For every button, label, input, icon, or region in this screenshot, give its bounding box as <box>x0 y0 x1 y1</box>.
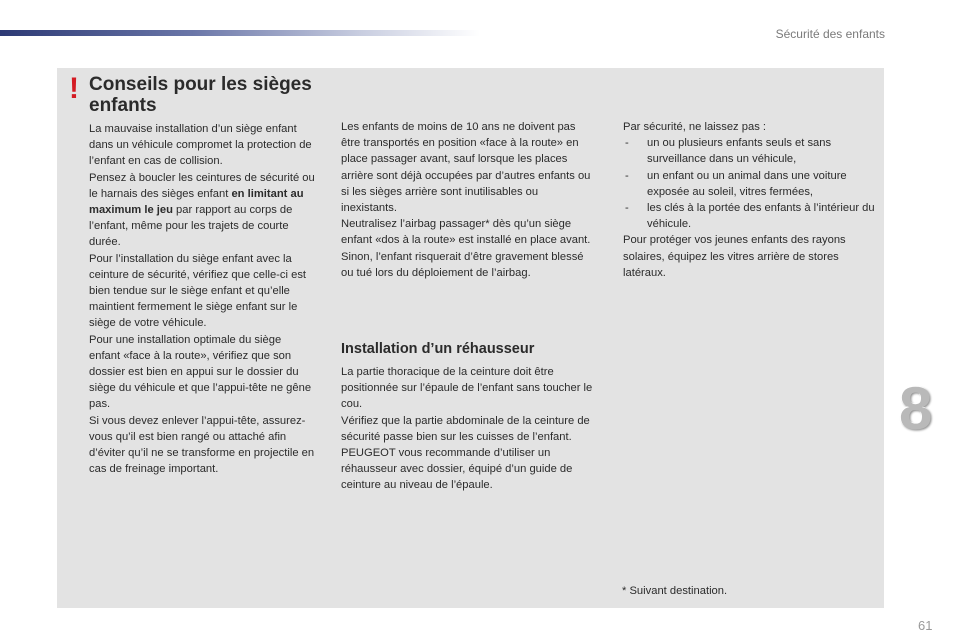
column-booster-seat <box>341 364 595 494</box>
page-title: Conseils pour les sièges enfants <box>89 74 312 116</box>
page-number: 61 <box>918 618 933 633</box>
list-item: - un ou plusieurs enfants seuls et sans surveillance dans un véhicule, <box>623 135 878 167</box>
paragraph: Sinon, l’enfant risquerait d’être gravement blessé ou tué lors du déploiement de l’airbag. <box>341 250 584 279</box>
list-item: - un enfant ou un animal dans une voiture exposée au soleil, vitres fermées, <box>623 168 878 200</box>
paragraph: Vérifiez que la partie abdominale de la ceinture de sécurité passe bien sur les cuisses de l’enfant. <box>341 414 590 443</box>
paragraph: Si vous devez enlever l’appui-tête, assurez-vous qu’il est bien rangé ou attaché afin d’éviter qu’il ne se transforme en projectile en cas de freinage important. <box>89 414 315 476</box>
column-child-seat-advice <box>89 121 315 477</box>
paragraph: Pour protéger vos jeunes enfants des rayons solaires, équipez les vitres arrière de stores latéraux. <box>623 234 846 279</box>
column-airbag-advice <box>341 119 595 281</box>
paragraph: PEUGEOT vous recommande d’utiliser un réhausseur avec dossier, équipé d’un guide de ceinture au niveau de l’épaule. <box>341 447 573 492</box>
paragraph: Pensez à boucler les ceintures de sécurité ou le harnais des sièges enfant en limitant au maximum le jeu par rapport au corps de l’enfant, même pour les trajets de courte durée. <box>89 171 315 249</box>
warning-icon: ! <box>69 72 79 105</box>
column-safety-reminders <box>623 119 878 281</box>
section-title: Sécurité des enfants <box>775 27 885 41</box>
paragraph: Pour l’installation du siège enfant avec la ceinture de sécurité, vérifiez que celle-ci est bien tendue sur le siège enfant et qu’elle maintient fermement le siège enfant sur le siège de votre véhicule. <box>89 252 307 330</box>
bullet-list <box>623 135 878 232</box>
chapter-number: 8 <box>899 375 933 442</box>
header-gradient-bar <box>0 30 480 36</box>
paragraph: Pour une installation optimale du siège enfant «face à la route», vérifiez que son dossier est bien en appui sur le dossier du siège du véhicule et que l’appui-tête ne gêne pas. <box>89 333 312 411</box>
list-item: - les clés à la portée des enfants à l’intérieur du véhicule. <box>623 200 878 232</box>
paragraph: Neutralisez l’airbag passager* dès qu’un siège enfant «dos à la route» est installé en place avant. <box>341 218 591 247</box>
paragraph: La partie thoracique de la ceinture doit être positionnée sur l’épaule de l’enfant sans toucher le cou. <box>341 366 593 411</box>
booster-seat-heading: Installation d’un réhausseur <box>341 341 535 357</box>
paragraph: Les enfants de moins de 10 ans ne doivent pas être transportés en position «face à la route» en place passager avant, sauf lorsque les places arrière sont déjà occupées par d’autres enfants ou si les sièges arrière sont inutilisables ou inexistants. <box>341 121 591 215</box>
emphasis-text: en limitant au maximum le jeu <box>89 187 304 217</box>
footnote: * Suivant destination. <box>622 585 728 597</box>
paragraph: Par sécurité, ne laissez pas : <box>623 121 767 133</box>
paragraph: La mauvaise installation d’un siège enfant dans un véhicule compromet la protection de l’enfant en cas de collision. <box>89 123 312 168</box>
